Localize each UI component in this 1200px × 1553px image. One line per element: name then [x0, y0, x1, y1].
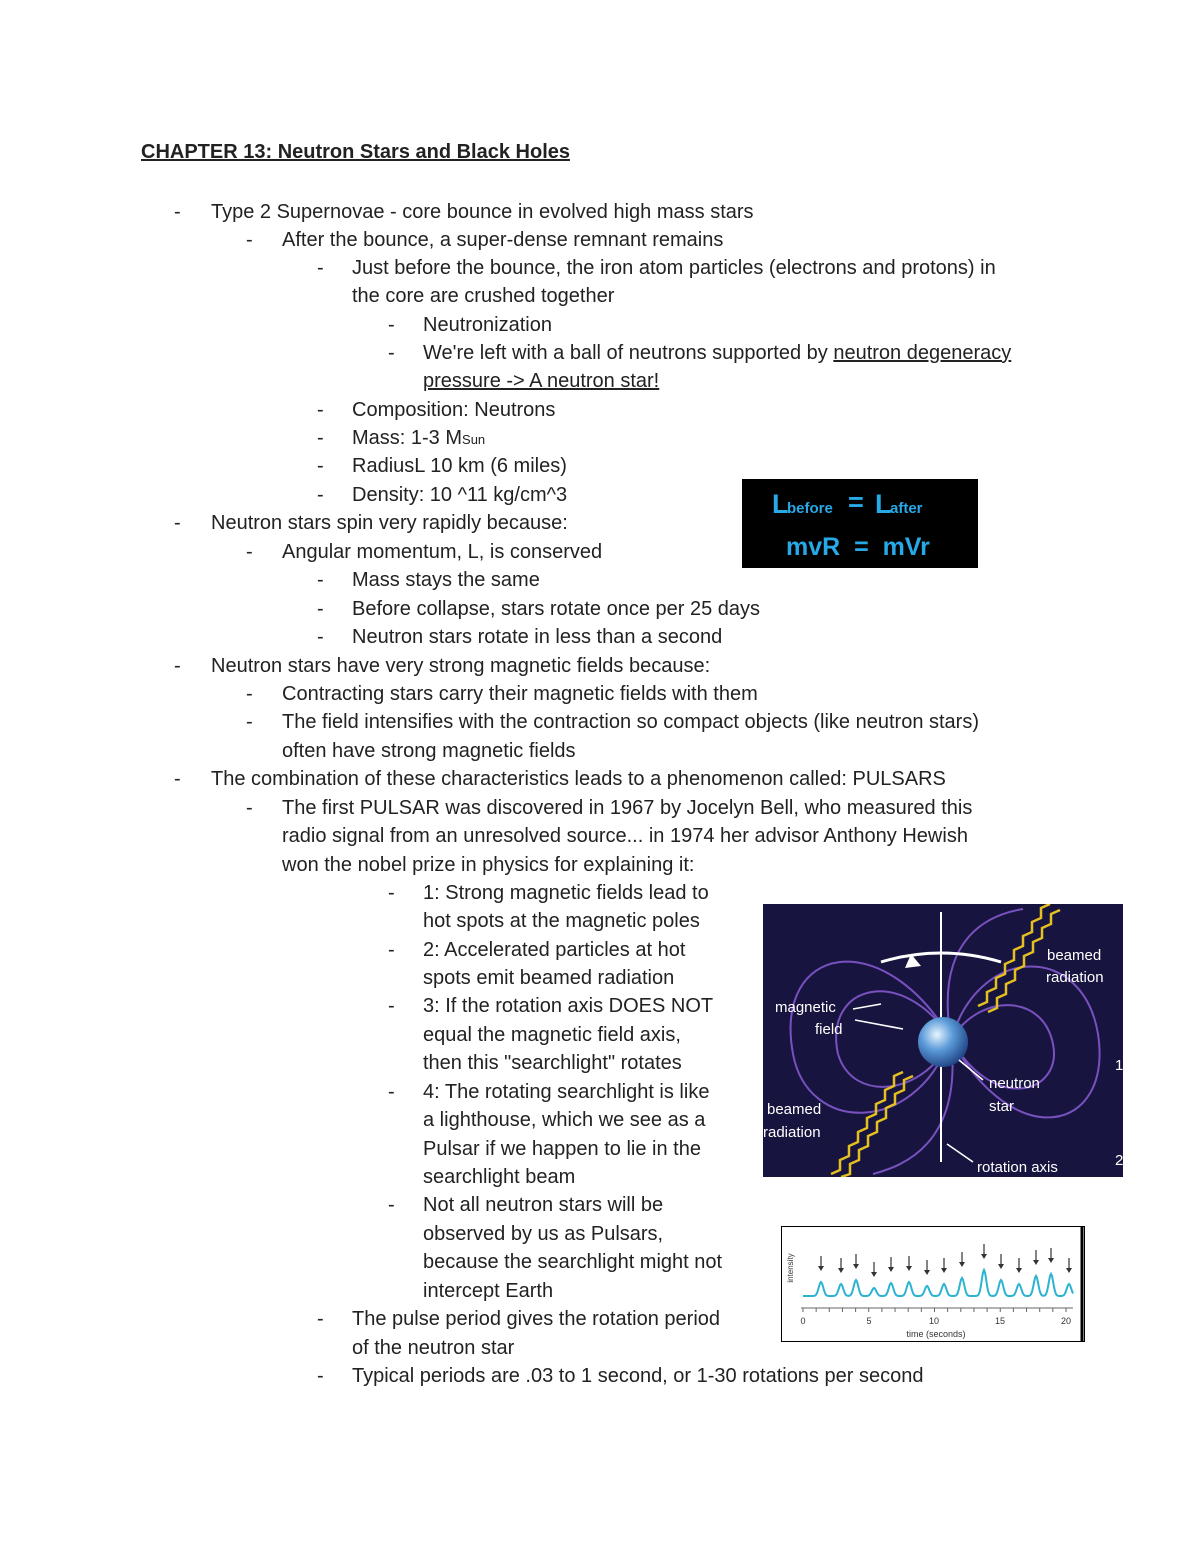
bullet-dash: - [317, 1365, 324, 1387]
label-edge-2: 2 [1115, 1152, 1123, 1169]
bullet-text: The first PULSAR was discovered in 1967 by Jocelyn Bell, who measured this [282, 797, 973, 819]
bullet-text: The pulse period gives the rotation period [352, 1308, 721, 1330]
bullet-text [423, 339, 1011, 367]
bullet-text: Type 2 Supernovae - core bounce in evolved high mass stars [211, 201, 754, 223]
bullet-text: The field intensifies with the contraction so compact objects (like neutron stars) [282, 711, 979, 733]
bullet-text: Neutron stars have very strong magnetic fields because: [211, 655, 711, 677]
bullet-text: Contracting stars carry their magnetic fields with them [282, 683, 758, 705]
bullet-dash: - [174, 512, 181, 534]
eq-mvr: mvR = mVr [786, 533, 930, 561]
bullet-dash: - [317, 257, 324, 279]
label-edge-1: 1 [1115, 1057, 1123, 1074]
label-neutron-1: neutron [989, 1075, 1040, 1092]
bullet-text: won the nobel prize in physics for explaining it: [282, 854, 695, 876]
label-magnetic-2: field [815, 1021, 843, 1038]
eq-sub-after: after [890, 500, 923, 517]
bullet-dash: - [388, 342, 395, 364]
label-beamed-bottom-2: radiation [763, 1124, 821, 1141]
plot-tick-marks [803, 1308, 1066, 1312]
label-beamed-bottom-1: beamed [767, 1101, 822, 1118]
label-beamed-top-1: beamed [1047, 947, 1102, 964]
bullet-text: of the neutron star [352, 1337, 515, 1359]
bullet-text: intercept Earth [423, 1280, 554, 1302]
label-neutron-2: star [989, 1098, 1015, 1115]
pulsar-diagram-svg [763, 904, 1123, 1177]
bullet-text: 1: Strong magnetic fields lead to [423, 882, 709, 904]
plot-ylabel: intensity [786, 1253, 795, 1283]
bullet-text: Before collapse, stars rotate once per 25 days [352, 598, 761, 620]
bullet-text: Composition: Neutrons [352, 399, 556, 421]
bullet-dash: - [388, 882, 395, 904]
bullet-text: often have strong magnetic fields [282, 740, 576, 762]
bullet-text: Not all neutron stars will be [423, 1194, 664, 1216]
bullet-text: spots emit beamed radiation [423, 967, 675, 989]
bullet-text-pre: Mass: 1-3 M [352, 427, 463, 449]
bullet-text: Neutronization [423, 314, 552, 336]
bullet-text: Pulsar if we happen to lie in the [423, 1138, 701, 1160]
bullet-text: 2: Accelerated particles at hot [423, 939, 686, 961]
tick-label-0: 0 [800, 1316, 806, 1326]
bullet-dash: - [246, 711, 253, 733]
bullet-text: because the searchlight might not [423, 1251, 723, 1273]
bullet-text: 3: If the rotation axis DOES NOT [423, 995, 714, 1017]
tick-label-5: 5 [866, 1316, 872, 1326]
label-magnetic-1: magnetic [775, 999, 836, 1016]
bullet-dash: - [317, 626, 324, 648]
bullet-text: a lighthouse, which we see as a [423, 1109, 706, 1131]
bullet-text: Just before the bounce, the iron atom particles (electrons and protons) in [352, 257, 996, 279]
bullet-text: Angular momentum, L, is conserved [282, 541, 603, 563]
subscript: Sun [462, 432, 486, 447]
bullet-text: equal the magnetic field axis, [423, 1024, 681, 1046]
label-rotation-axis: rotation axis [977, 1159, 1058, 1176]
bullet-dash: - [317, 1308, 324, 1330]
pulsar-diagram [763, 904, 1123, 1177]
bullet-text-pre: We're left with a ball of neutrons supported by [423, 342, 834, 364]
bullet-text: 4: The rotating searchlight is like [423, 1081, 710, 1103]
bullet-text: searchlight beam [423, 1166, 576, 1188]
bullet-dash: - [317, 427, 324, 449]
bullet-dash: - [317, 455, 324, 477]
bullet-text: hot spots at the magnetic poles [423, 910, 700, 932]
tick-label-10: 10 [928, 1316, 940, 1326]
bullet-dash: - [317, 598, 324, 620]
neutron-star-icon [918, 1017, 968, 1067]
bullet-text: observed by us as Pulsars, [423, 1223, 664, 1245]
bullet-text: The combination of these characteristics leads to a phenomenon called: PULSARS [211, 768, 946, 790]
bullet-dash: - [246, 797, 253, 819]
bullet-text [352, 424, 485, 454]
bullet-dash: - [388, 1194, 395, 1216]
tick-label-15: 15 [994, 1316, 1006, 1326]
bullet-dash: - [246, 683, 253, 705]
eq-sub-before: before [787, 500, 833, 517]
eq-l-after: L [875, 489, 892, 519]
bullet-dash: - [317, 484, 324, 506]
underlined-term: pressure -> A neutron star! [423, 370, 660, 392]
bullet-text: Density: 10 ^11 kg/cm^3 [352, 484, 568, 506]
underlined-term: neutron degeneracy [833, 342, 1012, 364]
bullet-text: After the bounce, a super-dense remnant remains [282, 229, 724, 251]
bullet-dash: - [388, 995, 395, 1017]
bullet-text: Typical periods are .03 to 1 second, or 1-30 rotations per second [352, 1365, 924, 1387]
chapter-title: CHAPTER 13: Neutron Stars and Black Holes [141, 141, 570, 163]
bullet-dash: - [317, 569, 324, 591]
bullet-text: Mass stays the same [352, 569, 540, 591]
equation-svg [742, 479, 978, 568]
angular-momentum-equation [742, 479, 978, 568]
bullet-dash: - [174, 655, 181, 677]
bullet-text: RadiusL 10 km (6 miles) [352, 455, 567, 477]
bullet-dash: - [174, 201, 181, 223]
bullet-text: Neutron stars rotate in less than a second [352, 626, 723, 648]
bullet-text: then this "searchlight" rotates [423, 1052, 682, 1074]
bullet-dash: - [317, 399, 324, 421]
bullet-dash: - [174, 768, 181, 790]
plot-xlabel: time (seconds) [906, 1329, 966, 1339]
bullet-text: the core are crushed together [352, 285, 615, 307]
eq-equals: = [848, 487, 864, 517]
bullet-dash: - [388, 939, 395, 961]
bullet-dash: - [388, 1081, 395, 1103]
pulse-plot-svg [781, 1226, 1085, 1342]
label-beamed-top-2: radiation [1046, 969, 1104, 986]
bullet-dash: - [388, 314, 395, 336]
pulse-intensity-plot [781, 1226, 1085, 1342]
tick-label-20: 20 [1060, 1316, 1072, 1326]
eq-l-before: L [772, 489, 789, 519]
bullet-dash: - [246, 229, 253, 251]
bullet-text: radio signal from an unresolved source... in 1974 her advisor Anthony Hewish [282, 825, 968, 847]
bullet-text: Neutron stars spin very rapidly because: [211, 512, 568, 534]
bullet-dash: - [246, 541, 253, 563]
